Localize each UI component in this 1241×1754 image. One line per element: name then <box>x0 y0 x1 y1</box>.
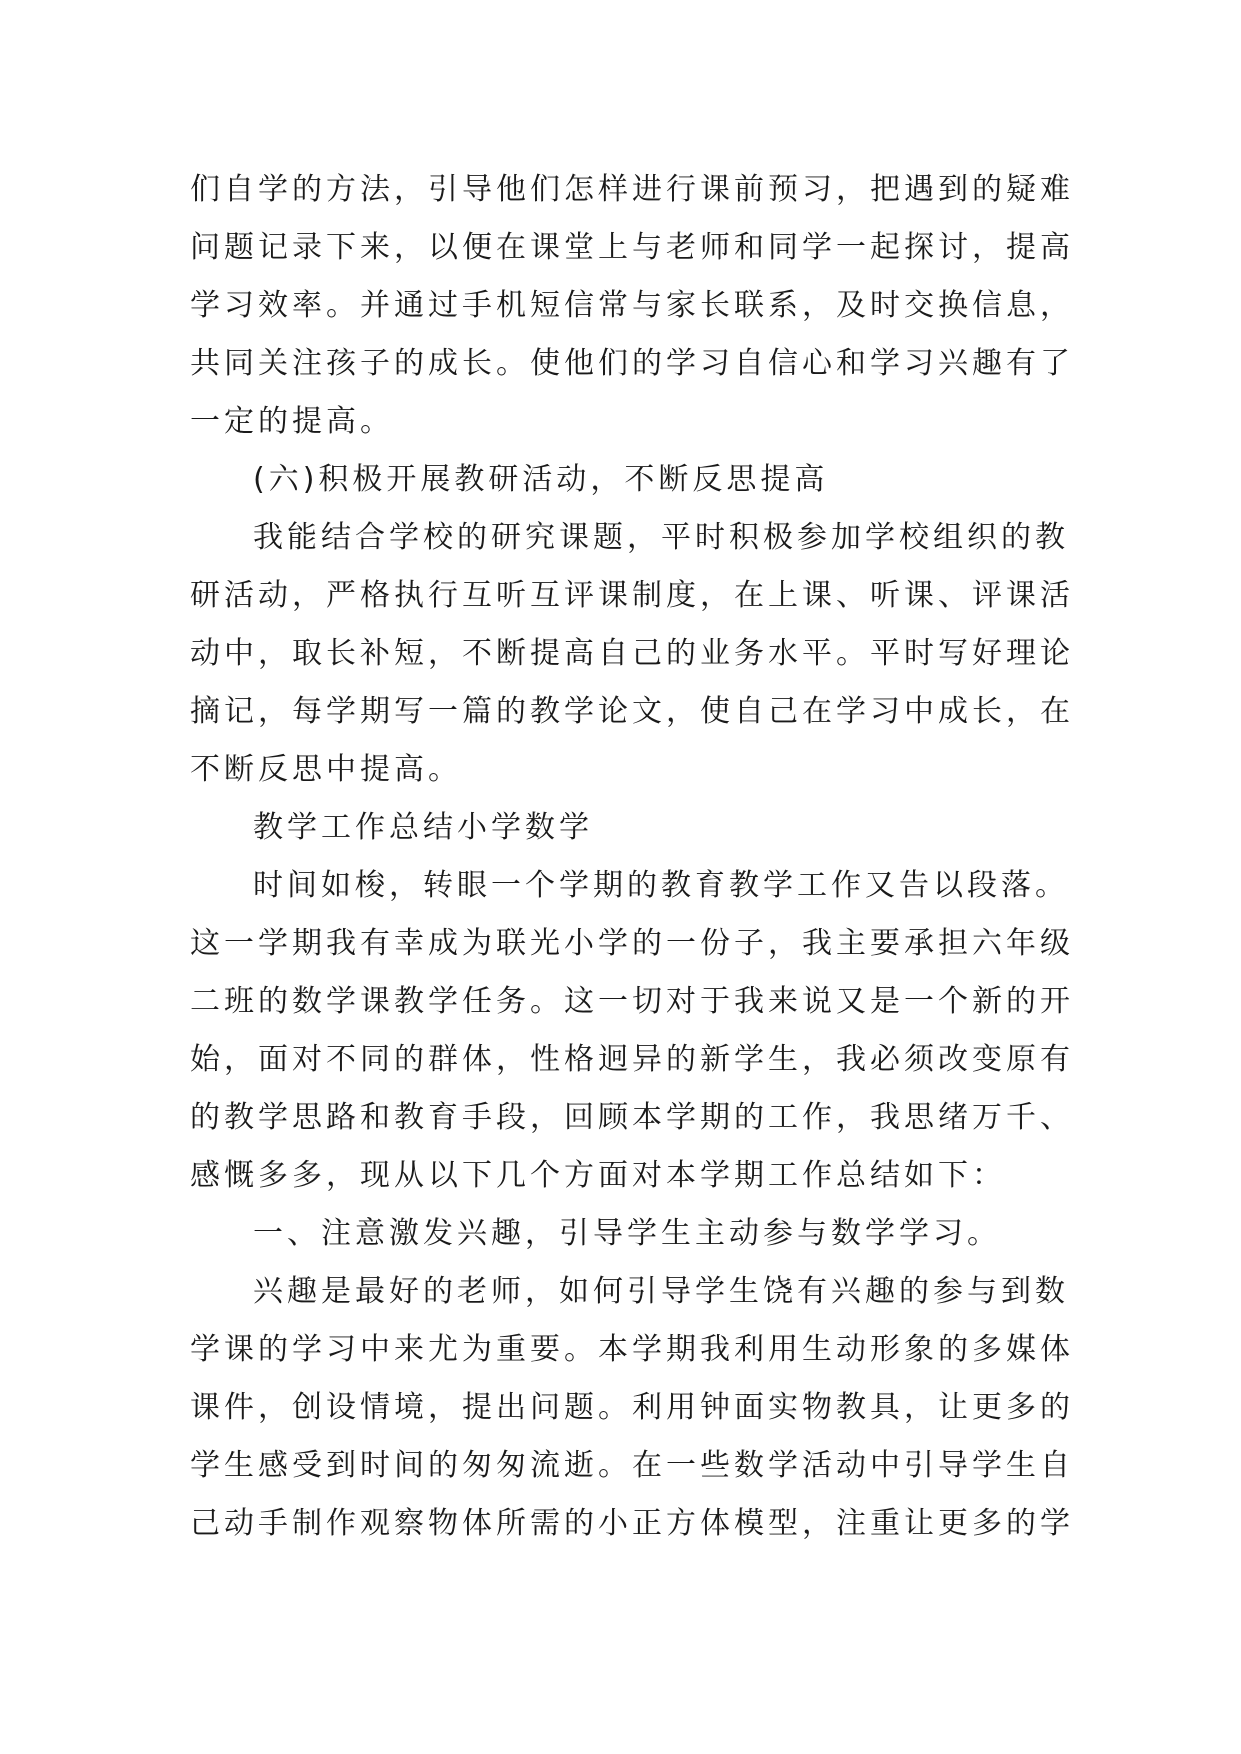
text-line: 始，面对不同的群体，性格迥异的新学生，我必须改变原有 <box>190 1042 1074 1077</box>
text-line: 一定的提高。 <box>190 404 394 439</box>
text-line: 学习效率。并通过手机短信常与家长联系，及时交换信息， <box>190 288 1074 323</box>
text-line: 共同关注孩子的成长。使他们的学习自信心和学习兴趣有了 <box>190 346 1074 381</box>
text-line: 课件，创设情境，提出问题。利用钟面实物教具，让更多的 <box>190 1390 1074 1425</box>
text-line: 摘记，每学期写一篇的教学论文，使自己在学习中成长，在 <box>190 694 1074 729</box>
section-heading: 一、注意激发兴趣，引导学生主动参与数学学习。 <box>253 1216 1001 1251</box>
document-title: 教学工作总结小学数学 <box>253 810 593 845</box>
text-line: 研活动，严格执行互听互评课制度，在上课、听课、评课活 <box>190 578 1074 613</box>
text-line: 兴趣是最好的老师，如何引导学生饶有兴趣的参与到数 <box>253 1274 1069 1309</box>
text-line: 时间如梭，转眼一个学期的教育教学工作又告以段落。 <box>253 868 1069 903</box>
text-line: 这一学期我有幸成为联光小学的一份子，我主要承担六年级 <box>190 926 1074 961</box>
text-line: 的教学思路和教育手段，回顾本学期的工作，我思绪万千、 <box>190 1100 1074 1135</box>
text-line: 不断反思中提高。 <box>190 752 462 787</box>
text-line: 二班的数学课教学任务。这一切对于我来说又是一个新的开 <box>190 984 1074 1019</box>
text-line: 我能结合学校的研究课题，平时积极参加学校组织的教 <box>253 520 1069 555</box>
text-line: 学课的学习中来尤为重要。本学期我利用生动形象的多媒体 <box>190 1332 1074 1367</box>
section-heading: (六)积极开展教研活动，不断反思提高 <box>253 462 829 497</box>
text-line: 己动手制作观察物体所需的小正方体模型，注重让更多的学 <box>190 1506 1074 1541</box>
text-line: 问题记录下来，以便在课堂上与老师和同学一起探讨，提高 <box>190 230 1074 265</box>
text-line: 动中，取长补短，不断提高自己的业务水平。平时写好理论 <box>190 636 1074 671</box>
text-line: 学生感受到时间的匆匆流逝。在一些数学活动中引导学生自 <box>190 1448 1074 1483</box>
text-line: 们自学的方法，引导他们怎样进行课前预习，把遇到的疑难 <box>190 172 1074 207</box>
text-line: 感慨多多，现从以下几个方面对本学期工作总结如下： <box>190 1158 1006 1193</box>
